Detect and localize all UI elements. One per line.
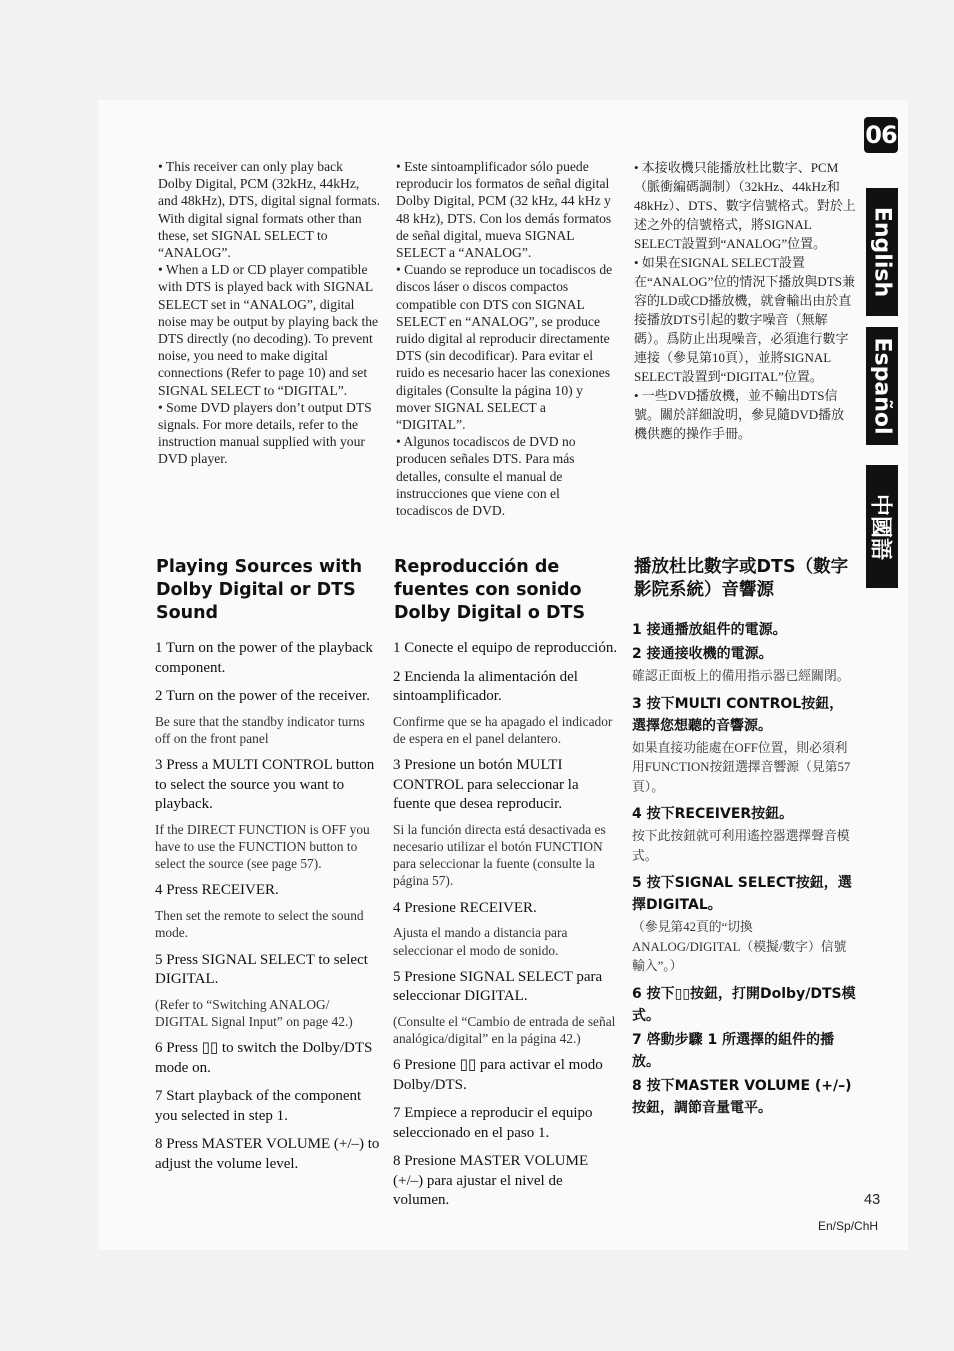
zh-note-3: 如果直接功能處在OFF位置，則必須利用FUNCTION按鈕選擇音響源（見第57頁）。 bbox=[632, 740, 851, 794]
es-step-6: 6 Presione ▯▯ para activar el modo Dolby/DTS. bbox=[393, 1057, 603, 1093]
en-step-3: 3 Press a MULTI CONTROL button to select the source you want to playback. bbox=[155, 757, 375, 813]
language-tab-english bbox=[866, 188, 898, 316]
zh-step-5: 5 按下SIGNAL SELECT按鈕，選擇DIGITAL。 bbox=[632, 875, 852, 913]
en-step-7: 7 Start playback of the component you selected in step 1. bbox=[155, 1088, 362, 1124]
en-step-5: 5 Press SIGNAL SELECT to select DIGITAL. bbox=[155, 951, 368, 988]
es-bullet: • Este sintoamplificador sólo puede reproducir los formatos de señal digital Dolby Digital, PCM (32 kHz, 44 kHz y 48 kHz), DTS. Con los demás formatos de señal digital, mueva SIGNAL SELECT a “ANALOG”. bbox=[396, 159, 612, 261]
en-bullet: • When a LD or CD player compatible with DTS is played back with SIGNAL SELECT set in “ANALOG”, digital noise may be output by playing back the DTS directly (no decoding). To prevent noise, you need to make digital connections (Refer to page 10) and set SIGNAL SELECT to “DIGITAL”. bbox=[158, 262, 379, 398]
zh-bullet: • 如果在SIGNAL SELECT設置在“ANALOG”位的情況下播放與DTS兼容的LD或CD播放機，就會輸出由於直接播放DTS引起的數字噪音（無解碼）。爲防止出現噪音，必須進行數字連接（參見第10頁），並將SIGNAL SELECT設置到“DIGITAL”位置。 bbox=[634, 255, 855, 384]
zh-note-2: 確認正面板上的備用指示器已經關閉。 bbox=[632, 669, 850, 683]
language-tab-label: 中國語 bbox=[867, 493, 893, 560]
zh-bullet: • 本接收機只能播放杜比數字、PCM（脈衝編碼調制）（32kHz、44kHz和48kHz）、DTS、數字信號格式。對於上述之外的信號格式，將SIGNAL SELECT設置到“ANALOG”位置。 bbox=[634, 160, 856, 251]
en-note-3: If the DIRECT FUNCTION is OFF you have to use the FUNCTION button to select the source (see page 57). bbox=[155, 821, 370, 872]
en-step-4: 4 Press RECEIVER. bbox=[155, 882, 279, 899]
zh-section-heading: 播放杜比數字或DTS（數字影院系統）音響源 bbox=[634, 557, 849, 600]
language-tab-label: English bbox=[869, 206, 895, 298]
zh-step-8: 8 按下MASTER VOLUME (+/–)按鈕，調節音量電平。 bbox=[632, 1077, 852, 1116]
language-codes: En/Sp/ChH bbox=[818, 1219, 879, 1233]
en-bullet-notes bbox=[158, 158, 380, 468]
zh-step-4: 4 按下RECEIVER按鈕。 bbox=[632, 806, 794, 822]
zh-step-1: 1 接通播放組件的電源。 bbox=[632, 622, 787, 638]
en-note-5: (Refer to “Switching ANALOG/ DIGITAL Signal Input” on page 42.) bbox=[155, 996, 353, 1029]
en-step-6: 6 Press ▯▯ to switch the Dolby/DTS mode on. bbox=[155, 1040, 373, 1076]
en-note-2: Be sure that the standby indicator turns off on the front panel bbox=[155, 713, 365, 746]
es-note-3: Si la función directa está desactivada es necesario utilizar el botón FUNCTION para seleccionar la fuente (consulte la página 57). bbox=[393, 821, 606, 889]
zh-step-2: 2 接通接收機的電源。 bbox=[632, 646, 773, 662]
es-note-2: Confirme que se ha apagado el indicador de espera en el panel delantero. bbox=[393, 713, 613, 746]
zh-bullet: • 一些DVD播放機，並不輸出DTS信號。關於詳細說明，參見隨DVD播放機供應的操作手冊。 bbox=[634, 388, 845, 441]
es-step-3: 3 Presione un botón MULTI CONTROL para seleccionar la fuente que desea reproducir. bbox=[393, 757, 579, 813]
es-step-2: 2 Encienda la alimentación del sintoamplificador. bbox=[393, 668, 578, 704]
zh-bullet-notes bbox=[634, 158, 856, 443]
en-step-1: 1 Turn on the power of the playback component. bbox=[155, 640, 373, 676]
es-step-5: 5 Presione SIGNAL SELECT para seleccionar DIGITAL. bbox=[393, 968, 603, 1005]
zh-step-6: 6 按下▯▯按鈕，打開Dolby/DTS模式。 bbox=[632, 985, 856, 1024]
en-step-2: 2 Turn on the power of the receiver. bbox=[155, 688, 370, 704]
es-bullet: • Algunos tocadiscos de DVD no producen señales DTS. Para más detalles, consulte el manual de instrucciones que viene con el tocadiscos de DVD. bbox=[396, 434, 576, 519]
es-note-5: (Consulte el “Cambio de entrada de señal analógica/digital” en la página 42.) bbox=[393, 1013, 616, 1047]
language-tab-chinese bbox=[866, 465, 898, 588]
es-step-7: 7 Empiece a reproducir el equipo seleccionado en el paso 1. bbox=[393, 1105, 593, 1141]
language-tab-label: Español bbox=[869, 337, 895, 435]
chapter-number-tab: 06 bbox=[864, 117, 898, 153]
es-step-8: 8 Presione MASTER VOLUME (+/–) para ajustar el nivel de volumen. bbox=[393, 1153, 589, 1209]
zh-step-3: 3 按下MULTI CONTROL按鈕，選擇您想聽的音響源。 bbox=[632, 695, 844, 734]
zh-note-5: （參見第42頁的“切換ANALOG/DIGITAL（模擬/數字）信號輸入”。） bbox=[632, 920, 847, 973]
language-tab-espanol bbox=[866, 327, 898, 445]
en-step-8: 8 Press MASTER VOLUME (+/–) to adjust the volume level. bbox=[155, 1136, 380, 1172]
es-step-1: 1 Conecte el equipo de reproducción. bbox=[393, 640, 618, 656]
es-steps bbox=[393, 639, 618, 1220]
en-note-4: Then set the remote to select the sound mode. bbox=[155, 907, 364, 941]
es-bullet-notes bbox=[396, 158, 618, 519]
zh-steps bbox=[632, 619, 857, 1121]
es-bullet: • Cuando se reproduce un tocadiscos de discos láser o discos compactos compatible con DTS con SIGNAL SELECT en “ANALOG”, se produce ruido digital al reproducir directamente DTS (sin decodificar). Para evitar el ruido es necesario hacer las conexiones digitales (Consulte la página 10) y mover SIGNAL SELECT a “DIGITAL”. bbox=[396, 262, 613, 433]
es-step-4: 4 Presione RECEIVER. bbox=[393, 899, 537, 916]
en-steps bbox=[155, 639, 380, 1183]
en-section-heading: Playing Sources with Dolby Digital or DTS Sound bbox=[156, 557, 363, 623]
es-note-4: Ajusta el mando a distancia para seleccionar el modo de sonido. bbox=[393, 925, 568, 958]
en-bullet: • Some DVD players don’t output DTS signals. For more details, refer to the instruction manual supplied with your DVD player. bbox=[158, 399, 372, 467]
page-number: 43 bbox=[864, 1192, 881, 1208]
zh-note-4: 按下此按鈕就可利用遙控器選擇聲音模式。 bbox=[632, 829, 850, 863]
zh-step-7: 7 啓動步驟 1 所選擇的組件的播放。 bbox=[632, 1031, 835, 1070]
es-section-heading: Reproducción de fuentes con sonido Dolby Digital o DTS bbox=[394, 557, 586, 623]
en-bullet: • This receiver can only play back Dolby Digital, PCM (32kHz, 44kHz, and 48kHz), DTS, digital signal formats. With digital signal formats other than these, set SIGNAL SELECT to “ANALOG”. bbox=[158, 159, 380, 261]
